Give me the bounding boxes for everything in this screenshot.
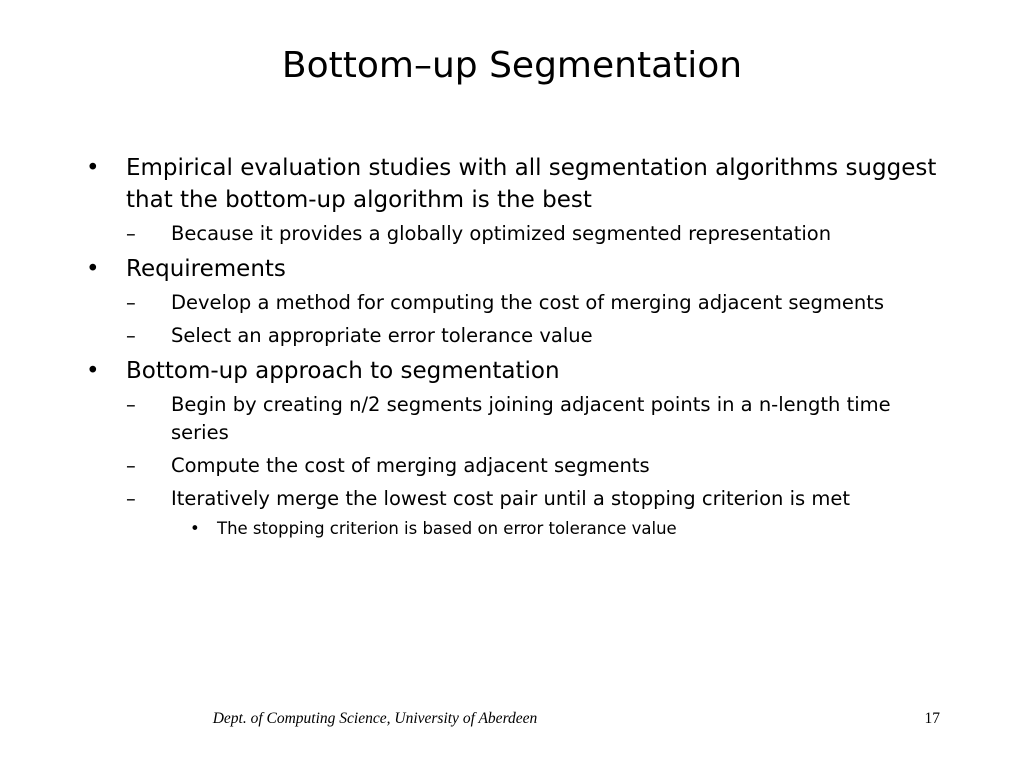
sub-bullet-text: Select an appropriate error tolerance value <box>171 324 593 347</box>
sub-bullet-text: Because it provides a globally optimized segmented representation <box>171 222 832 245</box>
bullet-item <box>86 355 946 387</box>
bullet-list <box>86 152 946 541</box>
bullet-text: Bottom-up approach to segmentation <box>126 358 560 384</box>
sub-sub-bullet-text: The stopping criterion is based on error tolerance value <box>217 519 677 538</box>
sub-sub-bullet-item <box>86 517 946 541</box>
sub-bullet-item <box>86 322 946 350</box>
footer-department: Dept. of Computing Science, University of Aberdeen <box>212 710 538 727</box>
sub-bullet-item <box>86 220 946 248</box>
bullet-marker: • <box>86 155 100 181</box>
sub-bullet-text: Develop a method for computing the cost of merging adjacent segments <box>171 291 885 314</box>
bullet-item <box>86 152 946 216</box>
bullet-text: Requirements <box>126 256 286 282</box>
sub-bullet-text: Iteratively merge the lowest cost pair until a stopping criterion is met <box>171 487 850 510</box>
dash-marker: – <box>126 393 136 416</box>
bullet-marker: • <box>86 256 100 282</box>
bullet-text: Empirical evaluation studies with all segmentation algorithms suggest that the bottom-up algorithm is the best <box>126 155 937 213</box>
bullet-marker: • <box>86 358 100 384</box>
footer-page-number: 17 <box>924 710 940 727</box>
sub-bullet-item <box>86 485 946 513</box>
sub-bullet-item <box>86 391 946 447</box>
slide-title: Bottom–up Segmentation <box>281 45 743 86</box>
sub-bullet-text: Compute the cost of merging adjacent segments <box>171 454 650 477</box>
dash-marker: – <box>126 454 136 477</box>
dash-marker: – <box>126 222 136 245</box>
bullet-item <box>86 253 946 285</box>
sub-bullet-text: Begin by creating n/2 segments joining adjacent points in a n-length time series <box>171 393 891 444</box>
dash-marker: – <box>126 324 136 347</box>
dash-marker: – <box>126 291 136 314</box>
dash-marker: – <box>126 487 136 510</box>
sub-bullet-item <box>86 289 946 317</box>
bullet-marker: • <box>190 519 200 538</box>
sub-bullet-item <box>86 452 946 480</box>
